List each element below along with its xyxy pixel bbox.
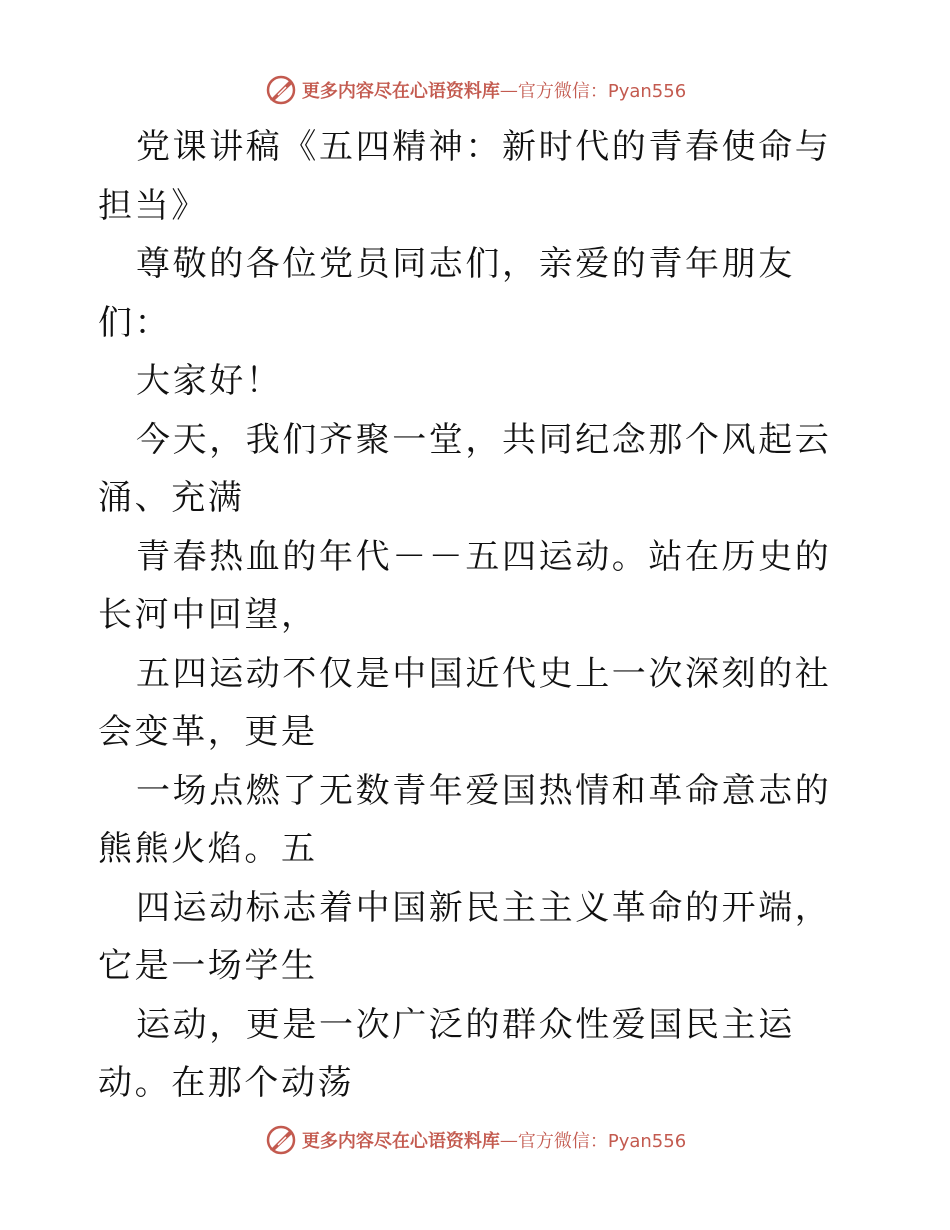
document-title: 党课讲稿《五四精神：新时代的青春使命与担当》: [98, 127, 832, 226]
paragraph: 运动，更是一次广泛的群众性爱国民主运动。在那个动荡: [98, 1004, 795, 1103]
quill-logo-icon: [264, 1123, 298, 1157]
salutation: 尊敬的各位党员同志们，亲爱的青年朋友们：: [98, 244, 795, 343]
header-separator: —: [499, 79, 518, 101]
paragraph: 一场点燃了无数青年爱国热情和革命意志的熊熊火焰。五: [98, 770, 832, 869]
quill-logo-icon: [264, 73, 298, 107]
footer-separator: —: [499, 1129, 518, 1151]
header-banner: [0, 70, 950, 110]
document-body: [98, 118, 858, 1113]
paragraph: 四运动标志着中国新民主主义革命的开端，它是一场学生: [98, 887, 832, 986]
footer-brand-text: 更多内容尽在心语资料库: [301, 1131, 500, 1152]
footer-banner: [0, 1120, 950, 1160]
paragraph: 青春热血的年代－－五四运动。站在历史的长河中回望，: [98, 536, 832, 635]
header-contact-text: 官方微信：Pyan556: [517, 81, 687, 102]
greeting: 大家好！: [136, 361, 283, 401]
footer-contact-text: 官方微信：Pyan556: [517, 1131, 687, 1152]
paragraph: 今天，我们齐聚一堂，共同纪念那个风起云涌、充满: [98, 419, 832, 518]
paragraph: 五四运动不仅是中国近代史上一次深刻的社会变革，更是: [98, 653, 832, 752]
header-brand-text: 更多内容尽在心语资料库: [301, 81, 500, 102]
